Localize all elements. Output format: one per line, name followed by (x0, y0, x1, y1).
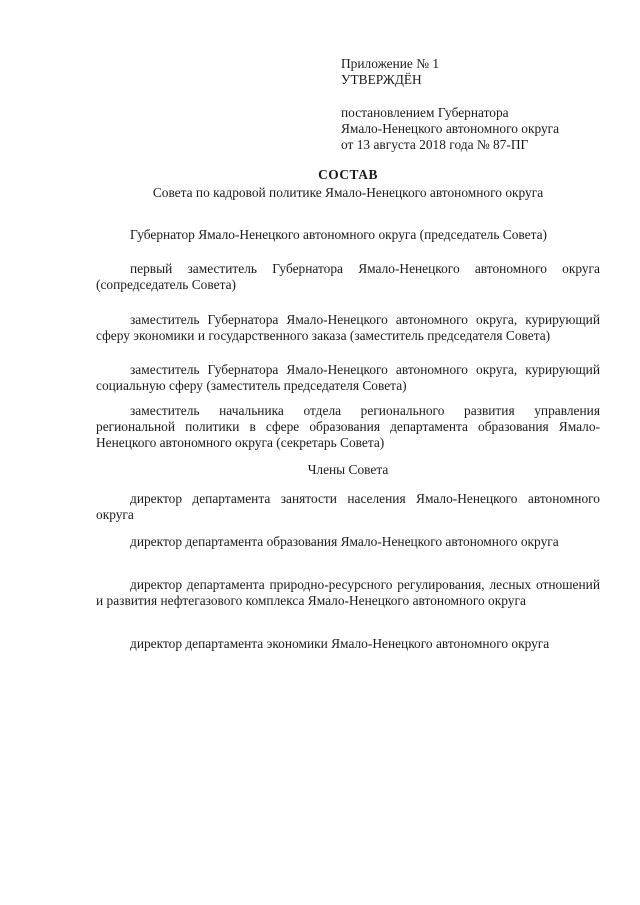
document-title: СОСТАВ (318, 167, 378, 182)
leadership-item-deputy-economy: заместитель Губернатора Ямало-Ненецкого автономного округа, курирующий сферу экономики и государственного заказа (заместитель председателя Совета) (96, 312, 600, 343)
approval-line-1: постановлением Губернатора (341, 105, 509, 120)
approval-gap (341, 88, 611, 105)
member-item-natural-resources: директор департамента природно-ресурсного регулирования, лесных отношений и развития нефтегазового комплекса Ямало-Ненецкого автономного округа (96, 577, 600, 608)
approval-block (341, 56, 611, 153)
member-item-economy: директор департамента экономики Ямало-Ненецкого автономного округа (130, 636, 550, 651)
leadership-item-secretary: заместитель начальника отдела регионального развития управления региональной политики в сфере образования департамента образования Ямало-Ненецкого автономного округа (секретарь Совета) (96, 403, 600, 450)
approval-line-2: Ямало-Ненецкого автономного округа (341, 121, 560, 136)
leadership-item-deputy-social: заместитель Губернатора Ямало-Ненецкого автономного округа, курирующий социальную сферу (заместитель председателя Совета) (96, 362, 600, 393)
approval-line-3: от 13 августа 2018 года № 87-ПГ (341, 137, 529, 152)
member-item-education: директор департамента образования Ямало-Ненецкого автономного округа (130, 534, 559, 549)
document-subtitle: Совета по кадровой политике Ямало-Ненецкого автономного округа (152, 185, 544, 200)
leadership-item-chair: Губернатор Ямало-Ненецкого автономного округа (председатель Совета) (130, 227, 548, 242)
member-item-employment: директор департамента занятости населения Ямало-Ненецкого автономного округа (96, 491, 600, 522)
leadership-item-cochair: первый заместитель Губернатора Ямало-Ненецкого автономного округа (сопредседатель Совета) (96, 261, 600, 292)
approved-label: УТВЕРЖДЁН (341, 72, 422, 87)
members-heading: Члены Совета (307, 462, 389, 477)
appendix-label: Приложение № 1 (341, 56, 440, 71)
